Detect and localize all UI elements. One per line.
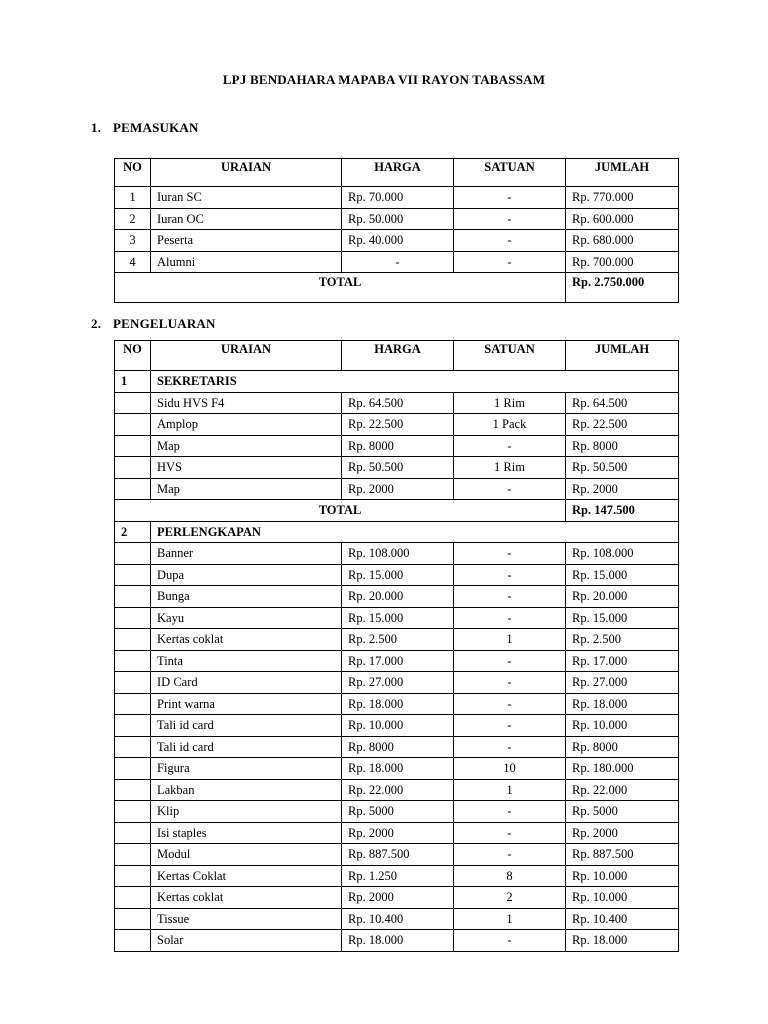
cell-no <box>115 414 151 436</box>
cell-jumlah: Rp. 27.000 <box>566 672 679 694</box>
cell-jumlah: Rp. 18.000 <box>566 930 679 952</box>
table-row <box>115 564 679 586</box>
table-row <box>115 607 679 629</box>
cell-satuan: 8 <box>454 865 566 887</box>
cell-jumlah: Rp. 10.000 <box>566 715 679 737</box>
cell-harga: Rp. 10.000 <box>342 715 454 737</box>
cell-harga: - <box>342 251 454 273</box>
cell-no <box>115 607 151 629</box>
cell-no <box>115 865 151 887</box>
cell-harga: Rp. 70.000 <box>342 187 454 209</box>
cell-uraian: Iuran SC <box>151 187 342 209</box>
cell-uraian: Banner <box>151 543 342 565</box>
cell-uraian: Tali id card <box>151 736 342 758</box>
cell-satuan: - <box>454 435 566 457</box>
table-row <box>115 392 679 414</box>
cell-harga: Rp. 8000 <box>342 435 454 457</box>
pengeluaran-table <box>114 340 679 952</box>
cell-jumlah: Rp. 8000 <box>566 435 679 457</box>
group-name: PERLENGKAPAN <box>151 521 679 543</box>
cell-jumlah: Rp. 22.500 <box>566 414 679 436</box>
header-satuan: SATUAN <box>454 159 566 187</box>
cell-harga: Rp. 50.000 <box>342 208 454 230</box>
cell-harga: Rp. 10.400 <box>342 908 454 930</box>
cell-satuan: - <box>454 930 566 952</box>
cell-uraian: Map <box>151 478 342 500</box>
header-no: NO <box>115 341 151 371</box>
cell-no <box>115 908 151 930</box>
cell-jumlah: Rp. 2000 <box>566 478 679 500</box>
cell-uraian: Tali id card <box>151 715 342 737</box>
header-jumlah: JUMLAH <box>566 341 679 371</box>
cell-uraian: Kertas Coklat <box>151 865 342 887</box>
cell-satuan: - <box>454 715 566 737</box>
table-row <box>115 801 679 823</box>
section-number: 1. <box>91 120 102 135</box>
table-row <box>115 543 679 565</box>
cell-no <box>115 457 151 479</box>
cell-uraian: Tissue <box>151 908 342 930</box>
cell-harga: Rp. 17.000 <box>342 650 454 672</box>
cell-uraian: Amplop <box>151 414 342 436</box>
cell-no <box>115 693 151 715</box>
section-number: 2. <box>91 316 102 331</box>
cell-jumlah: Rp. 770.000 <box>566 187 679 209</box>
cell-no: 2 <box>115 208 151 230</box>
table-row <box>115 586 679 608</box>
cell-harga: Rp. 40.000 <box>342 230 454 252</box>
cell-uraian: Alumni <box>151 251 342 273</box>
cell-no <box>115 801 151 823</box>
cell-satuan: 1 Rim <box>454 457 566 479</box>
header-uraian: URAIAN <box>151 159 342 187</box>
table-header-row <box>115 159 679 187</box>
cell-no <box>115 844 151 866</box>
cell-uraian: Klip <box>151 801 342 823</box>
table-row <box>115 457 679 479</box>
cell-no <box>115 887 151 909</box>
cell-jumlah: Rp. 600.000 <box>566 208 679 230</box>
cell-satuan: - <box>454 822 566 844</box>
cell-no <box>115 586 151 608</box>
total-label: TOTAL <box>115 500 566 522</box>
section-label: PENGELUARAN <box>113 316 216 331</box>
table-row <box>115 230 679 252</box>
cell-jumlah: Rp. 17.000 <box>566 650 679 672</box>
total-label: TOTAL <box>115 273 566 303</box>
table-row <box>115 736 679 758</box>
cell-uraian: Tinta <box>151 650 342 672</box>
cell-no <box>115 715 151 737</box>
cell-satuan: - <box>454 187 566 209</box>
table-row <box>115 478 679 500</box>
table-row <box>115 758 679 780</box>
table-row <box>115 715 679 737</box>
cell-uraian: HVS <box>151 457 342 479</box>
cell-harga: Rp. 108.000 <box>342 543 454 565</box>
cell-jumlah: Rp. 108.000 <box>566 543 679 565</box>
cell-uraian: Map <box>151 435 342 457</box>
pemasukan-table <box>114 158 679 303</box>
cell-satuan: 1 Pack <box>454 414 566 436</box>
total-value: Rp. 147.500 <box>566 500 679 522</box>
cell-uraian: Figura <box>151 758 342 780</box>
cell-satuan: - <box>454 672 566 694</box>
cell-jumlah: Rp. 10.000 <box>566 865 679 887</box>
cell-satuan: - <box>454 650 566 672</box>
cell-satuan: - <box>454 251 566 273</box>
cell-uraian: Bunga <box>151 586 342 608</box>
cell-uraian: Sidu HVS F4 <box>151 392 342 414</box>
header-satuan: SATUAN <box>454 341 566 371</box>
total-row <box>115 500 679 522</box>
header-jumlah: JUMLAH <box>566 159 679 187</box>
cell-jumlah: Rp. 2.500 <box>566 629 679 651</box>
cell-no <box>115 435 151 457</box>
cell-no: 3 <box>115 230 151 252</box>
table-row <box>115 629 679 651</box>
cell-jumlah: Rp. 64.500 <box>566 392 679 414</box>
cell-no <box>115 478 151 500</box>
cell-uraian: Lakban <box>151 779 342 801</box>
cell-satuan: - <box>454 564 566 586</box>
cell-satuan: - <box>454 230 566 252</box>
cell-satuan: 1 Rim <box>454 392 566 414</box>
header-harga: HARGA <box>342 341 454 371</box>
cell-jumlah: Rp. 15.000 <box>566 607 679 629</box>
cell-harga: Rp. 22.000 <box>342 779 454 801</box>
cell-harga: Rp. 2000 <box>342 822 454 844</box>
table-row <box>115 908 679 930</box>
cell-harga: Rp. 2.500 <box>342 629 454 651</box>
cell-no <box>115 564 151 586</box>
cell-no <box>115 392 151 414</box>
cell-no <box>115 736 151 758</box>
cell-jumlah: Rp. 10.400 <box>566 908 679 930</box>
cell-uraian: Iuran OC <box>151 208 342 230</box>
section-heading-pengeluaran <box>91 316 216 332</box>
cell-jumlah: Rp. 8000 <box>566 736 679 758</box>
cell-harga: Rp. 8000 <box>342 736 454 758</box>
cell-satuan: - <box>454 208 566 230</box>
table-row <box>115 930 679 952</box>
table-row <box>115 435 679 457</box>
table-row <box>115 887 679 909</box>
cell-harga: Rp. 22.500 <box>342 414 454 436</box>
cell-satuan: 1 <box>454 908 566 930</box>
cell-jumlah: Rp. 20.000 <box>566 586 679 608</box>
cell-harga: Rp. 20.000 <box>342 586 454 608</box>
section-label: PEMASUKAN <box>113 120 199 135</box>
header-harga: HARGA <box>342 159 454 187</box>
cell-jumlah: Rp. 2000 <box>566 822 679 844</box>
table-row <box>115 251 679 273</box>
document-title: LPJ BENDAHARA MAPABA VII RAYON TABASSAM <box>222 72 546 87</box>
cell-jumlah: Rp. 15.000 <box>566 564 679 586</box>
cell-uraian: Kertas coklat <box>151 629 342 651</box>
cell-jumlah: Rp. 18.000 <box>566 693 679 715</box>
cell-satuan: 2 <box>454 887 566 909</box>
group-name: SEKRETARIS <box>151 371 679 393</box>
cell-harga: Rp. 2000 <box>342 478 454 500</box>
cell-jumlah: Rp. 887.500 <box>566 844 679 866</box>
group-number: 1 <box>115 371 151 393</box>
cell-harga: Rp. 50.500 <box>342 457 454 479</box>
cell-no: 4 <box>115 251 151 273</box>
table-row <box>115 779 679 801</box>
cell-uraian: Print warna <box>151 693 342 715</box>
cell-uraian: Peserta <box>151 230 342 252</box>
cell-satuan: - <box>454 736 566 758</box>
cell-uraian: Kayu <box>151 607 342 629</box>
cell-harga: Rp. 15.000 <box>342 607 454 629</box>
cell-satuan: 1 <box>454 779 566 801</box>
table-row <box>115 693 679 715</box>
cell-satuan: 10 <box>454 758 566 780</box>
cell-jumlah: Rp. 22.000 <box>566 779 679 801</box>
header-no: NO <box>115 159 151 187</box>
cell-satuan: - <box>454 844 566 866</box>
cell-uraian: Modul <box>151 844 342 866</box>
cell-jumlah: Rp. 50.500 <box>566 457 679 479</box>
section-heading-pemasukan <box>91 120 199 136</box>
cell-satuan: 1 <box>454 629 566 651</box>
cell-uraian: Dupa <box>151 564 342 586</box>
table-row <box>115 187 679 209</box>
cell-uraian: Solar <box>151 930 342 952</box>
table-row <box>115 822 679 844</box>
cell-satuan: - <box>454 586 566 608</box>
table-row <box>115 208 679 230</box>
cell-jumlah: Rp. 700.000 <box>566 251 679 273</box>
cell-uraian: ID Card <box>151 672 342 694</box>
cell-harga: Rp. 18.000 <box>342 693 454 715</box>
table-row <box>115 650 679 672</box>
cell-satuan: - <box>454 801 566 823</box>
table-row <box>115 865 679 887</box>
cell-jumlah: Rp. 10.000 <box>566 887 679 909</box>
table-row <box>115 414 679 436</box>
total-row <box>115 273 679 303</box>
cell-harga: Rp. 18.000 <box>342 930 454 952</box>
cell-harga: Rp. 2000 <box>342 887 454 909</box>
cell-harga: Rp. 18.000 <box>342 758 454 780</box>
cell-no <box>115 758 151 780</box>
cell-harga: Rp. 1.250 <box>342 865 454 887</box>
table-header-row <box>115 341 679 371</box>
header-uraian: URAIAN <box>151 341 342 371</box>
cell-harga: Rp. 27.000 <box>342 672 454 694</box>
cell-no <box>115 543 151 565</box>
cell-uraian: Kertas coklat <box>151 887 342 909</box>
cell-satuan: - <box>454 543 566 565</box>
table-row <box>115 844 679 866</box>
cell-satuan: - <box>454 693 566 715</box>
cell-uraian: Isi staples <box>151 822 342 844</box>
table-row <box>115 672 679 694</box>
cell-no <box>115 672 151 694</box>
cell-jumlah: Rp. 180.000 <box>566 758 679 780</box>
cell-harga: Rp. 64.500 <box>342 392 454 414</box>
cell-no <box>115 779 151 801</box>
cell-no <box>115 629 151 651</box>
cell-no <box>115 650 151 672</box>
cell-no <box>115 930 151 952</box>
group-row-perlengkapan <box>115 521 679 543</box>
total-value: Rp. 2.750.000 <box>566 273 679 303</box>
group-row-sekretaris <box>115 371 679 393</box>
cell-harga: Rp. 15.000 <box>342 564 454 586</box>
cell-satuan: - <box>454 478 566 500</box>
cell-jumlah: Rp. 5000 <box>566 801 679 823</box>
cell-no <box>115 822 151 844</box>
cell-harga: Rp. 5000 <box>342 801 454 823</box>
cell-jumlah: Rp. 680.000 <box>566 230 679 252</box>
group-number: 2 <box>115 521 151 543</box>
cell-no: 1 <box>115 187 151 209</box>
cell-satuan: - <box>454 607 566 629</box>
cell-harga: Rp. 887.500 <box>342 844 454 866</box>
